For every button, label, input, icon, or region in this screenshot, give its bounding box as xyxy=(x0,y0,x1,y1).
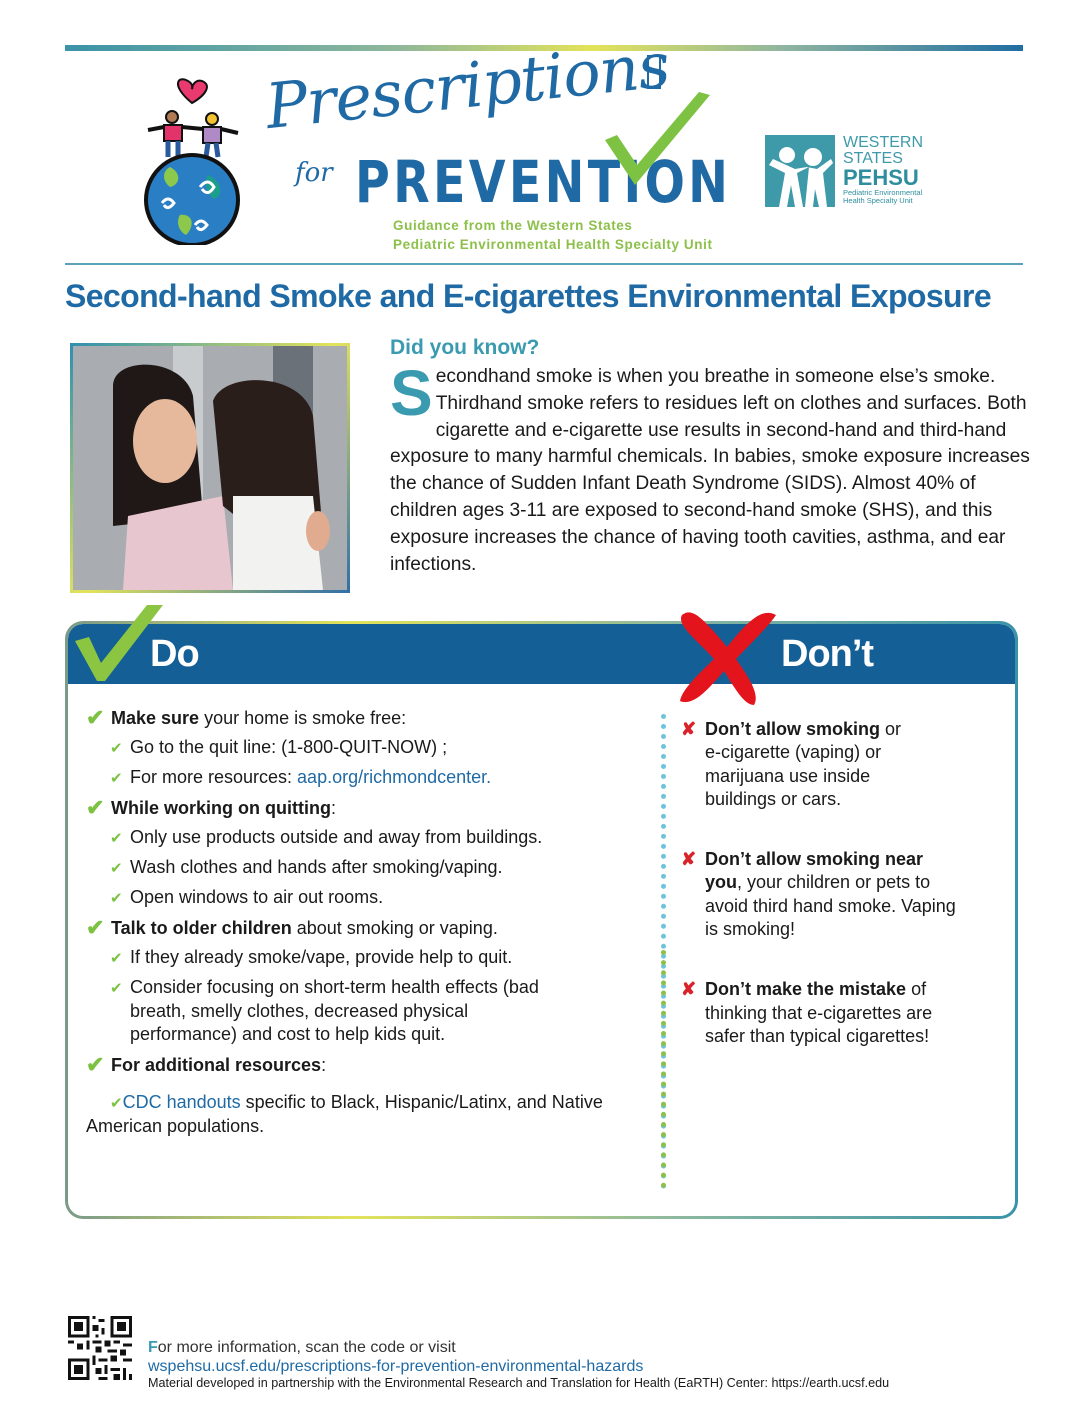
did-you-know-heading: Did you know? xyxy=(390,336,540,359)
cdc-handouts-link[interactable]: CDC handouts xyxy=(122,1092,241,1112)
small-check-icon: ✔ xyxy=(110,890,123,907)
box-glyph-icon xyxy=(647,55,661,89)
dont-list xyxy=(681,718,981,1085)
do-item: ✔ For additional resources: xyxy=(86,1052,327,1077)
did-you-know-section xyxy=(390,336,1035,578)
title-prevention: PREVENTION xyxy=(355,148,732,216)
do-item: ✔ Make sure your home is smoke free: xyxy=(86,705,407,730)
tagline: Guidance from the Western States Pediatric Environmental Health Specialty Unit xyxy=(393,218,713,252)
dont-heading: Don’t xyxy=(781,633,874,675)
qr-code[interactable] xyxy=(68,1316,132,1380)
red-x-icon: ✘ xyxy=(681,849,697,870)
title-for: for xyxy=(295,158,333,188)
check-icon: ✔ xyxy=(86,795,105,820)
red-x-icon: ✘ xyxy=(681,979,697,1000)
do-item: ✔ While working on quitting: xyxy=(86,795,336,820)
mother-daughter-photo xyxy=(70,343,350,593)
do-item: ✔ Talk to older children about smoking or vaping. xyxy=(86,915,498,940)
green-check-icon xyxy=(595,90,715,200)
pehsu-figures-icon xyxy=(765,135,835,207)
do-subitem: ✔ Open windows to air out rooms. xyxy=(86,886,646,910)
do-subitem: ✔ Only use products outside and away from buildings. xyxy=(86,826,646,850)
heart-icon xyxy=(178,79,207,103)
do-subitem: ✔ If they already smoke/vape, provide help to quit. xyxy=(86,946,646,970)
dont-item: ✘ Don’t make the mistake of thinking that e-cigarettes are safer than typical cigarettes! xyxy=(681,979,933,1046)
dont-item: ✘ Don’t allow smoking near you, your children or pets to avoid third hand smoke. Vaping is smoking! xyxy=(681,849,956,940)
aap-richmond-link[interactable]: aap.org/richmondcenter. xyxy=(297,767,492,787)
do-subitem: ✔ For more resources: aap.org/richmondcenter. xyxy=(86,766,646,790)
prescriptions-url-link[interactable]: wspehsu.ucsf.edu/prescriptions-for-prevention-environmental-hazards xyxy=(148,1358,644,1375)
western-states-pehsu-logo: WESTERN STATES PEHSU Pediatric Environmental Health Specialty Unit xyxy=(765,135,935,210)
header-divider xyxy=(65,263,1023,265)
do-dont-header xyxy=(68,624,1015,684)
prescriptions-for-prevention-logo xyxy=(262,28,755,260)
small-check-icon: ✔ xyxy=(110,860,123,877)
small-check-icon: ✔ xyxy=(110,1095,123,1112)
do-subitem: ✔ Go to the quit line: (1-800-QUIT-NOW) ; xyxy=(86,736,646,760)
do-heading: Do xyxy=(150,633,199,675)
small-check-icon: ✔ xyxy=(110,830,123,847)
cdc-handouts-item: ✔CDC handouts specific to Black, Hispanic/Latinx, and Native American populations. xyxy=(86,1092,603,1136)
big-green-check-icon xyxy=(75,603,165,683)
small-check-icon: ✔ xyxy=(110,950,123,967)
check-icon: ✔ xyxy=(86,1052,105,1077)
do-subitem: ✔ Consider focusing on short-term health effects (bad breath, smelly clothes, decreased physical performance) and cost to help kids quit. xyxy=(110,977,539,1044)
footer: For more information, scan the code or visit wspehsu.ucsf.edu/prescriptions-for-prevention-environmental-hazards Material developed in partnership with the Environmental Research and Translation for Health (EaRTH) Center: https://earth.ucsf.edu xyxy=(148,1339,890,1390)
dotted-divider-green xyxy=(661,950,667,1188)
red-x-icon: ✘ xyxy=(681,719,697,739)
page-title: Second-hand Smoke and E-cigarettes Environmental Exposure xyxy=(65,278,992,314)
check-icon: ✔ xyxy=(86,915,105,940)
kids-globe-logo xyxy=(140,75,245,245)
small-check-icon: ✔ xyxy=(110,980,123,997)
small-check-icon: ✔ xyxy=(110,770,123,787)
did-you-know-body: Secondhand smoke is when you breathe in someone else’s smoke. Thirdhand smoke refers to residues left on clothes and surfaces. Both cigarette and e-cigarette use results in second-hand and third-hand exposure to many harmful chemicals. In babies, smoke exposure increases the chance of Sudden Infant Death Syndrome (SIDS). Almost 40% of children ages 3-11 are exposed to second-hand smoke (SHS), and this exposure increases the chance of having tooth cavities, asthma, and ear infections. xyxy=(390,357,1030,575)
do-subitem: ✔ Wash clothes and hands after smoking/vaping. xyxy=(86,856,646,880)
small-check-icon: ✔ xyxy=(110,740,123,757)
check-icon: ✔ xyxy=(86,705,105,730)
do-list xyxy=(86,706,646,1137)
dont-item: ✘ Don’t allow smoking or e-cigarette (vaping) or marijuana use inside buildings or cars. xyxy=(681,719,902,809)
drop-cap: S xyxy=(390,357,433,429)
title-script: Prescriptions xyxy=(262,28,673,144)
credit-text: Material developed in partnership with the Environmental Research and Translation for Health (EaRTH) Center: https://earth.ucsf.edu xyxy=(148,1376,890,1390)
big-red-x-icon xyxy=(672,607,782,707)
